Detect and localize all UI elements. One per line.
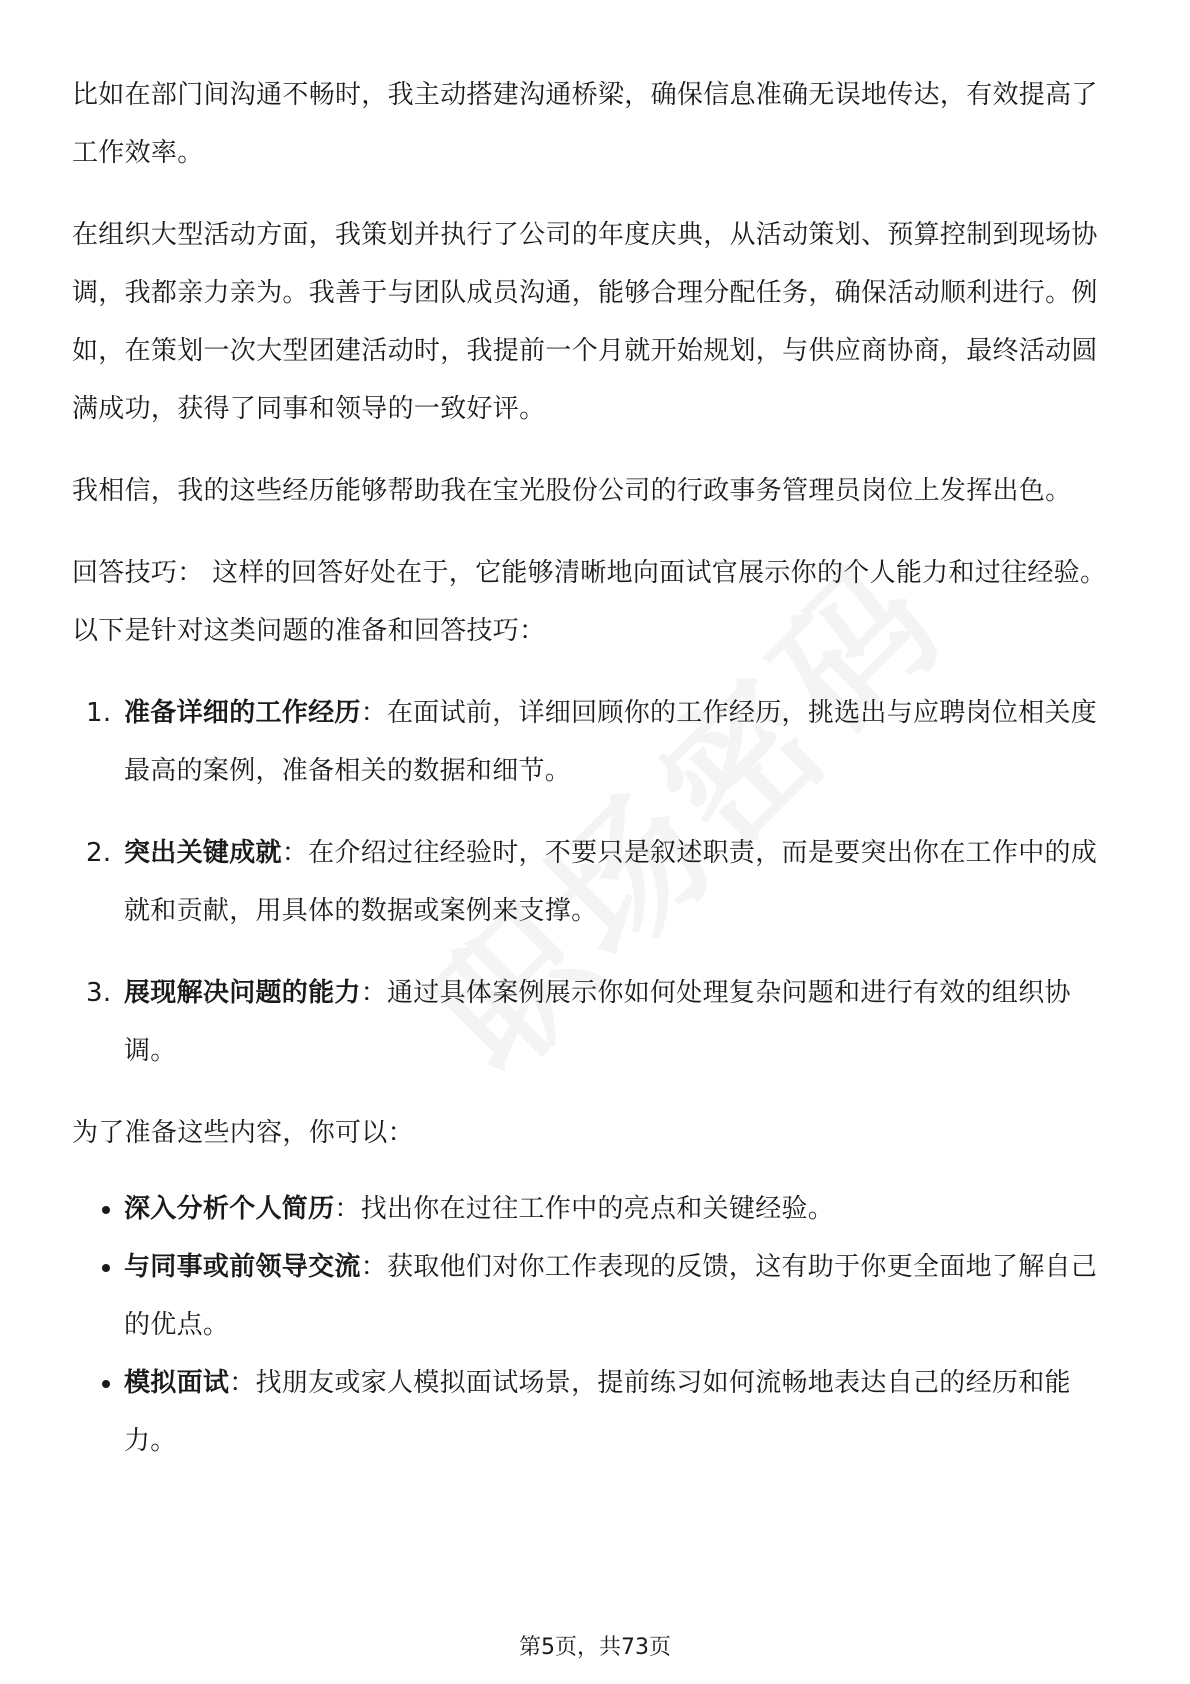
document-page: [72, 66, 1122, 1470]
list-number: 1.: [86, 698, 112, 728]
paragraph-3: 我相信，我的这些经历能够帮助我在宝光股份公司的行政事务管理员岗位上发挥出色。: [72, 476, 1072, 506]
prep-intro: 为了准备这些内容，你可以：: [72, 1118, 414, 1148]
list-item-text: ：获取他们对你工作表现的反馈，这有助于你更全面地了解自己的优点。: [124, 1252, 1098, 1340]
paragraph-answer-tips: 回答技巧： 这样的回答好处在于，它能够清晰地向面试官展示你的个人能力和过往经验。以下是针对这类问题的准备和回答技巧：: [72, 558, 1107, 646]
paragraph-2: 在组织大型活动方面，我策划并执行了公司的年度庆典，从活动策划、预算控制到现场协调，我都亲力亲为。我善于与团队成员沟通，能够合理分配任务，确保活动顺利进行。例如，在策划一次大型团建活动时，我提前一个月就开始规划，与供应商协商，最终活动圆满成功，获得了同事和领导的一致好评。: [72, 220, 1098, 424]
list-item-title: 展现解决问题的能力: [124, 978, 361, 1008]
list-item: [72, 964, 1122, 1080]
numbered-list: [72, 684, 1122, 1080]
bullet-list: [72, 1180, 1122, 1470]
paragraph-1: 比如在部门间沟通不畅时，我主动搭建沟通桥梁，确保信息准确无误地传达，有效提高了工作效率。: [72, 80, 1098, 168]
list-item: [72, 684, 1122, 800]
list-item: [72, 1354, 1122, 1470]
list-item-title: 准备详细的工作经历: [124, 698, 361, 728]
page-footer: 第5页，共73页: [519, 1635, 671, 1660]
list-item-text: ：找朋友或家人模拟面试场景，提前练习如何流畅地表达自己的经历和能力。: [124, 1368, 1071, 1456]
list-item-text: ：找出你在过往工作中的亮点和关键经验。: [334, 1194, 835, 1224]
list-item-text: ：通过具体案例展示你如何处理复杂问题和进行有效的组织协调。: [124, 978, 1071, 1066]
list-number: 2.: [86, 838, 112, 868]
list-item-text: ：在介绍过往经验时，不要只是叙述职责，而是要突出你在工作中的成就和贡献，用具体的数据或案例来支撑。: [124, 838, 1098, 926]
list-item: [72, 1180, 1122, 1238]
list-item-title: 与同事或前领导交流: [124, 1252, 361, 1282]
list-item: [72, 1238, 1122, 1354]
list-item-text: ：在面试前，详细回顾你的工作经历，挑选出与应聘岗位相关度最高的案例，准备相关的数据和细节。: [124, 698, 1098, 786]
bullet-icon: [102, 1264, 110, 1272]
list-item-title: 突出关键成就: [124, 838, 282, 868]
list-item-title: 模拟面试: [124, 1368, 230, 1398]
list-item: [72, 824, 1122, 940]
list-item-title: 深入分析个人简历: [124, 1194, 335, 1224]
bullet-icon: [102, 1206, 110, 1214]
list-number: 3.: [86, 978, 112, 1008]
bullet-icon: [102, 1380, 110, 1388]
